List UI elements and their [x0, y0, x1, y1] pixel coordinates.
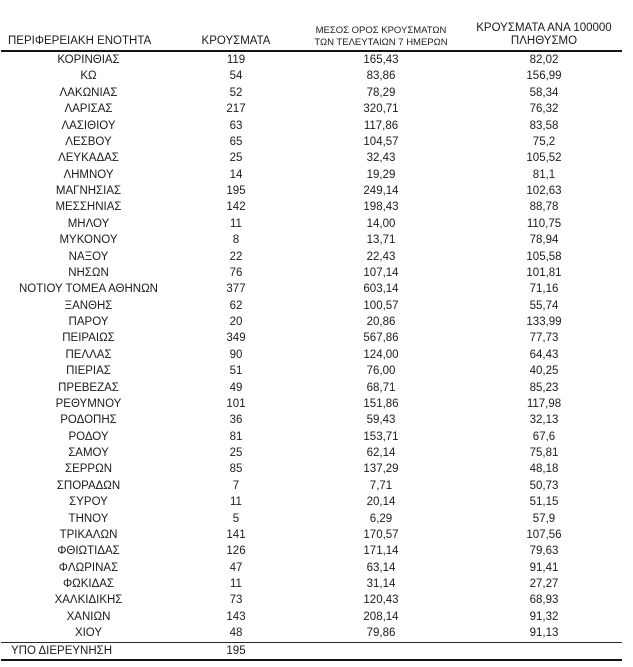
region-name-cell: ΛΗΜΝΟΥ	[63, 168, 114, 181]
cases-cell: 195	[226, 644, 246, 657]
avg7-cell: 208,14	[363, 610, 399, 623]
region-name-cell: ΡΟΔΟΠΗΣ	[60, 414, 117, 427]
table-row	[1, 232, 622, 248]
table-row	[1, 478, 622, 494]
header-per-100k-line2: ΠΛΗΘΥΣΜΟ	[510, 35, 578, 47]
table-header-row	[1, 0, 622, 52]
avg7-cell: 104,57	[363, 135, 399, 148]
avg7-cell: 6,29	[369, 512, 393, 525]
region-name-cell: ΦΘΙΩΤΙΔΑΣ	[57, 545, 120, 558]
avg7-cell: 59,43	[366, 414, 396, 427]
header-region: ΠΕΡΙΦΕΡΕΙΑΚΗ ΕΝΟΤΗΤΑ	[8, 35, 152, 47]
table-row	[1, 494, 622, 510]
regional-cases-table	[1, 0, 622, 661]
region-name-cell: ΜΗΛΟΥ	[67, 217, 110, 230]
cases-cell: 85	[229, 463, 243, 476]
cases-cell: 65	[229, 135, 243, 148]
cases-cell: 51	[229, 365, 243, 378]
table-row	[1, 363, 622, 379]
cases-cell: 349	[226, 332, 246, 345]
per100k-cell: 32,13	[529, 414, 559, 427]
table-row	[1, 68, 622, 84]
per100k-cell: 88,78	[529, 201, 559, 214]
per100k-cell: 75,81	[529, 447, 559, 459]
per100k-cell: 85,23	[529, 381, 559, 394]
region-name-cell: ΝΟΤΙΟΥ ΤΟΜΕΑ ΑΘΗΝΩΝ	[19, 283, 158, 296]
table-row	[1, 412, 622, 428]
avg7-cell: 117,86	[363, 119, 399, 132]
per100k-cell: 77,73	[529, 332, 559, 345]
cases-cell: 63	[229, 119, 243, 132]
table-row	[1, 216, 622, 232]
cases-cell: 142	[226, 201, 246, 214]
per100k-cell: 55,74	[529, 299, 559, 312]
cases-cell: 11	[230, 217, 242, 230]
avg7-cell: 68,71	[366, 381, 396, 394]
region-name-cell: ΛΑΣΙΘΙΟΥ	[61, 119, 116, 132]
avg7-cell: 83,86	[366, 70, 396, 83]
avg7-cell: 249,14	[363, 185, 399, 197]
table-row	[1, 543, 622, 559]
cases-cell: 22	[229, 250, 243, 263]
header-7day-average-line2: ΤΩΝ ΤΕΛΕΥΤΑΙΩΝ 7 ΗΜΕΡΩΝ	[314, 36, 448, 48]
region-name-cell: ΛΕΥΚΑΔΑΣ	[58, 152, 119, 165]
region-name-cell: ΡΕΘΥΜΝΟΥ	[55, 397, 122, 410]
region-name-cell: ΜΕΣΣΗΝΙΑΣ	[55, 201, 122, 214]
avg7-cell: 320,71	[363, 103, 399, 116]
table-row	[1, 330, 622, 346]
table-row	[1, 560, 622, 576]
per100k-cell: 51,15	[529, 496, 559, 509]
avg7-cell	[296, 643, 466, 660]
region-name-cell: ΞΑΝΘΗΣ	[64, 299, 113, 312]
region-name-cell: ΜΑΓΝΗΣΙΑΣ	[55, 185, 122, 197]
avg7-cell: 13,71	[366, 234, 396, 247]
per100k-cell: 133,99	[526, 316, 562, 328]
cases-cell: 14	[229, 168, 243, 181]
avg7-cell: 32,43	[366, 152, 396, 165]
table-row	[1, 429, 622, 445]
per100k-cell: 91,41	[529, 561, 559, 574]
cases-cell: 126	[226, 545, 246, 558]
per100k-cell: 81,1	[532, 168, 556, 181]
per100k-cell: 75,2	[532, 135, 556, 148]
cases-cell: 101	[226, 397, 246, 410]
table-row	[1, 592, 622, 608]
per100k-cell: 110,75	[526, 217, 562, 230]
cases-cell: 49	[229, 381, 243, 394]
cases-cell: 81	[229, 430, 243, 443]
under-investigation-row	[1, 642, 622, 662]
header-per-100k	[466, 22, 622, 48]
table-row	[1, 445, 622, 461]
cases-cell: 54	[229, 70, 243, 83]
per100k-cell: 91,32	[529, 610, 559, 623]
region-name-cell: ΠΡΕΒΕΖΑΣ	[58, 381, 119, 394]
per100k-cell: 82,02	[529, 54, 559, 66]
per100k-cell: 91,13	[529, 627, 559, 640]
avg7-cell: 31,14	[366, 578, 396, 590]
cases-cell: 7	[232, 479, 240, 492]
avg7-cell: 76,00	[366, 365, 396, 378]
region-name-cell: ΣΠΟΡΑΔΩΝ	[56, 479, 121, 492]
avg7-cell: 78,29	[366, 86, 396, 99]
region-name-cell: ΥΠΟ ΔΙΕΡΕΥΝΗΣΗ	[11, 644, 113, 657]
table-row	[1, 199, 622, 215]
region-name-cell: ΛΕΣΒΟΥ	[65, 135, 112, 148]
region-name-cell: ΜΥΚΟΝΟΥ	[59, 234, 118, 247]
avg7-cell: 19,29	[366, 168, 396, 181]
avg7-cell: 153,71	[363, 430, 399, 443]
avg7-cell: 151,86	[363, 397, 399, 410]
region-name-cell: ΤΗΝΟΥ	[68, 512, 109, 525]
per100k-cell: 83,58	[529, 119, 559, 132]
table-row	[1, 576, 622, 592]
avg7-cell: 603,14	[363, 283, 399, 296]
avg7-cell: 100,57	[363, 299, 399, 312]
header-7day-average-line1: ΜΕΣΟΣ ΟΡΟΣ ΚΡΟΥΣΜΑΤΩΝ	[315, 25, 447, 36]
table-row	[1, 298, 622, 314]
region-name-cell: ΡΟΔΟΥ	[68, 430, 109, 443]
table-row	[1, 265, 622, 281]
per100k-cell: 107,56	[526, 528, 562, 541]
region-name-cell: ΠΑΡΟΥ	[68, 316, 109, 328]
per100k-cell: 64,43	[529, 348, 559, 361]
per100k-cell: 105,58	[526, 250, 562, 263]
table-row	[1, 134, 622, 150]
cases-cell: 73	[229, 594, 243, 607]
avg7-cell: 22,43	[366, 250, 396, 263]
per100k-cell: 58,34	[529, 86, 559, 99]
table-row	[1, 609, 622, 625]
table-row	[1, 625, 622, 641]
region-name-cell: ΚΩ	[80, 70, 97, 83]
per100k-cell	[466, 643, 622, 660]
per100k-cell: 79,63	[529, 545, 559, 558]
region-name-cell: ΧΑΛΚΙΔΙΚΗΣ	[54, 594, 123, 607]
per100k-cell: 57,9	[532, 512, 556, 525]
region-name-cell: ΠΕΙΡΑΙΩΣ	[62, 332, 115, 345]
cases-cell: 62	[229, 299, 243, 312]
region-name-cell: ΦΩΚΙΔΑΣ	[62, 578, 115, 590]
avg7-cell: 120,43	[363, 594, 399, 607]
avg7-cell: 7,71	[369, 479, 393, 492]
cases-cell: 20	[229, 316, 243, 328]
cases-cell: 47	[229, 561, 243, 574]
avg7-cell: 20,14	[366, 496, 396, 509]
per100k-cell: 156,99	[526, 70, 562, 83]
table-row	[1, 249, 622, 265]
table-row	[1, 183, 622, 199]
table-row	[1, 167, 622, 183]
cases-cell: 52	[229, 86, 243, 99]
region-name-cell: ΠΙΕΡΙΑΣ	[66, 365, 111, 378]
header-cases: ΚΡΟΥΣΜΑΤΑ	[201, 35, 271, 47]
avg7-cell: 124,00	[363, 348, 399, 361]
cases-cell: 5	[232, 512, 240, 525]
per100k-cell: 27,27	[529, 578, 559, 590]
region-name-cell: ΝΗΣΩΝ	[68, 266, 109, 279]
table-row	[1, 511, 622, 527]
avg7-cell: 567,86	[363, 332, 399, 345]
avg7-cell: 137,29	[363, 463, 399, 476]
region-name-cell: ΛΑΚΩΝΙΑΣ	[59, 86, 118, 99]
avg7-cell: 14,00	[366, 217, 396, 230]
table-row	[1, 461, 622, 477]
per100k-cell: 78,94	[529, 234, 559, 247]
cases-cell: 11	[230, 578, 242, 590]
region-name-cell: ΤΡΙΚΑΛΩΝ	[59, 528, 118, 541]
table-row	[1, 150, 622, 166]
cases-cell: 217	[226, 103, 246, 116]
table-row	[1, 396, 622, 412]
per100k-cell: 117,98	[526, 397, 562, 410]
table-row	[1, 101, 622, 117]
region-name-cell: ΛΑΡΙΣΑΣ	[64, 103, 113, 116]
per100k-cell: 71,16	[529, 283, 559, 296]
avg7-cell: 198,43	[363, 201, 399, 214]
per100k-cell: 76,32	[529, 103, 559, 116]
region-name-cell: ΣΑΜΟΥ	[68, 447, 109, 459]
cases-cell: 143	[226, 610, 246, 623]
region-name-cell: ΣΕΡΡΩΝ	[64, 463, 113, 476]
avg7-cell: 20,86	[366, 316, 396, 328]
cases-cell: 11	[230, 496, 242, 509]
per100k-cell: 50,73	[529, 479, 559, 492]
per100k-cell: 48,18	[529, 463, 559, 476]
table-row	[1, 118, 622, 134]
avg7-cell: 171,14	[363, 545, 399, 558]
per100k-cell: 68,93	[529, 594, 559, 607]
per100k-cell: 40,25	[529, 365, 559, 378]
header-per-100k-line1: ΚΡΟΥΣΜΑΤΑ ΑΝΑ 100000	[476, 22, 612, 34]
table-row	[1, 281, 622, 297]
cases-cell: 377	[226, 283, 246, 296]
per100k-cell: 105,52	[526, 152, 562, 165]
avg7-cell: 170,57	[363, 528, 399, 541]
table-row	[1, 527, 622, 543]
cases-cell: 90	[229, 348, 243, 361]
cases-cell: 195	[226, 185, 246, 197]
per100k-cell: 102,63	[526, 185, 562, 197]
region-name-cell: ΦΛΩΡΙΝΑΣ	[58, 561, 119, 574]
avg7-cell: 107,14	[363, 266, 399, 279]
avg7-cell: 79,86	[366, 627, 396, 640]
table-row	[1, 347, 622, 363]
table-body	[1, 52, 622, 642]
table-row	[1, 52, 622, 68]
cases-cell: 119	[226, 54, 246, 66]
cases-cell: 141	[226, 528, 246, 541]
per100k-cell: 67,6	[532, 430, 556, 443]
cases-cell: 8	[232, 234, 240, 247]
table-row	[1, 380, 622, 396]
avg7-cell: 62,14	[366, 447, 396, 459]
cases-cell: 76	[229, 266, 243, 279]
avg7-cell: 165,43	[363, 54, 399, 66]
table-row	[1, 314, 622, 330]
per100k-cell: 101,81	[526, 266, 562, 279]
cases-cell: 48	[229, 627, 243, 640]
header-7day-average	[296, 25, 466, 48]
avg7-cell: 63,14	[366, 561, 396, 574]
region-name-cell: ΚΟΡΙΝΘΙΑΣ	[57, 54, 120, 66]
table-row	[1, 85, 622, 101]
region-name-cell: ΠΕΛΛΑΣ	[65, 348, 112, 361]
region-name-cell: ΣΥΡΟΥ	[69, 496, 108, 509]
region-name-cell: ΧΑΝΙΩΝ	[66, 610, 111, 623]
cases-cell: 25	[229, 447, 243, 459]
cases-cell: 25	[229, 152, 243, 165]
region-name-cell: ΝΑΞΟΥ	[68, 250, 109, 263]
region-name-cell: ΧΙΟΥ	[74, 627, 103, 640]
cases-cell: 36	[229, 414, 243, 427]
